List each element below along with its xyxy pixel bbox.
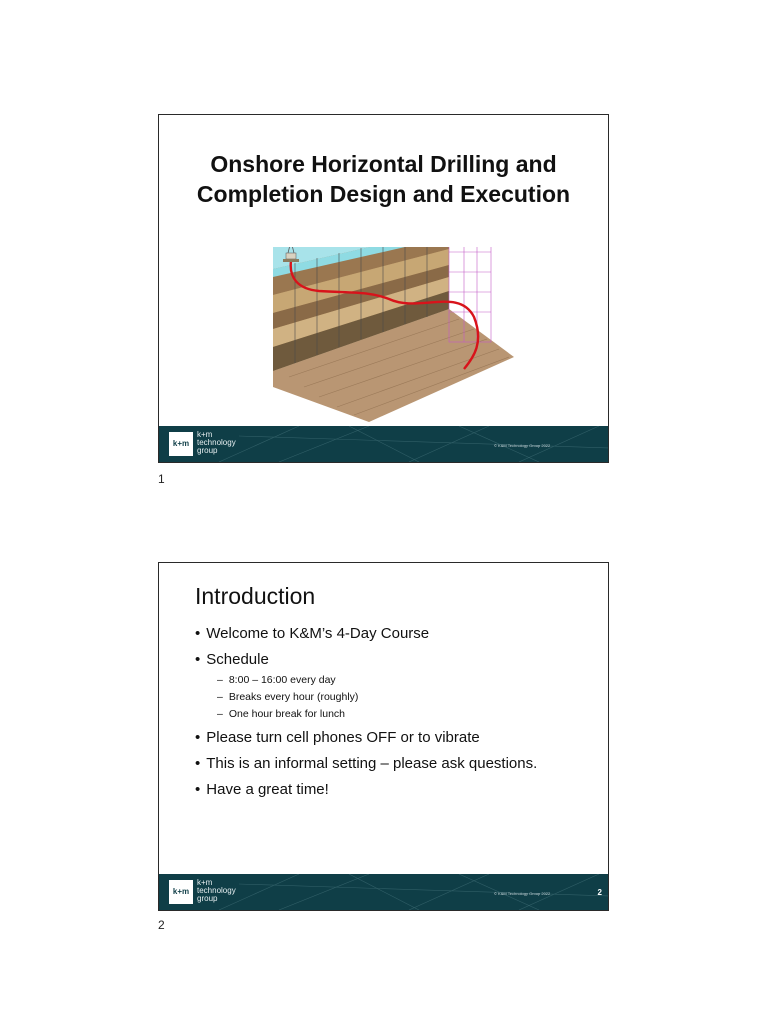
slide-2-title: Introduction: [195, 583, 316, 609]
slide-1-title-line-1: Onshore Horizontal Drilling and: [210, 151, 557, 177]
bullet-phones: • Please turn cell phones OFF or to vibrate: [195, 729, 595, 747]
sub-bullet-hours: – 8:00 – 16:00 every day: [217, 672, 595, 689]
copyright-text: © K&M Technology Group 2022: [494, 443, 551, 448]
slide-1-title-line-2: Completion Design and Execution: [196, 181, 571, 207]
company-name-line-3: group: [197, 894, 218, 903]
slide-1: [158, 114, 609, 463]
company-logo: k+m: [169, 432, 193, 456]
horizontal-well-illustration: [259, 247, 524, 422]
company-name-line-2: technology: [197, 886, 236, 895]
slide-1-footer: [159, 426, 608, 462]
bullet-welcome: • Welcome to K&M’s 4-Day Course: [195, 625, 595, 643]
slide-2: [158, 562, 609, 911]
company-name: [197, 879, 236, 903]
company-name-line-1: k+m: [197, 430, 213, 439]
bullet-informal: • This is an informal setting – please ask questions.: [195, 755, 595, 773]
sub-bullet-lunch: – One hour break for lunch: [217, 706, 595, 723]
copyright-text: © K&M Technology Group 2022: [494, 891, 551, 896]
slide-number: 2: [597, 888, 602, 897]
schedule-sublist: [217, 672, 595, 723]
page-label-2: 2: [158, 918, 165, 932]
company-name-line-3: group: [197, 446, 218, 455]
company-name-line-1: k+m: [197, 878, 213, 887]
slide-1-title: [159, 149, 608, 209]
company-name-line-2: technology: [197, 438, 236, 447]
bullet-schedule: • Schedule: [195, 651, 595, 669]
page-label-1: 1: [158, 472, 165, 486]
bullet-list: [195, 625, 595, 807]
bullet-great-time: • Have a great time!: [195, 781, 595, 799]
company-name: [197, 431, 236, 455]
company-logo: k+m: [169, 880, 193, 904]
sub-bullet-breaks: – Breaks every hour (roughly): [217, 689, 595, 706]
slide-2-footer: [159, 874, 608, 910]
